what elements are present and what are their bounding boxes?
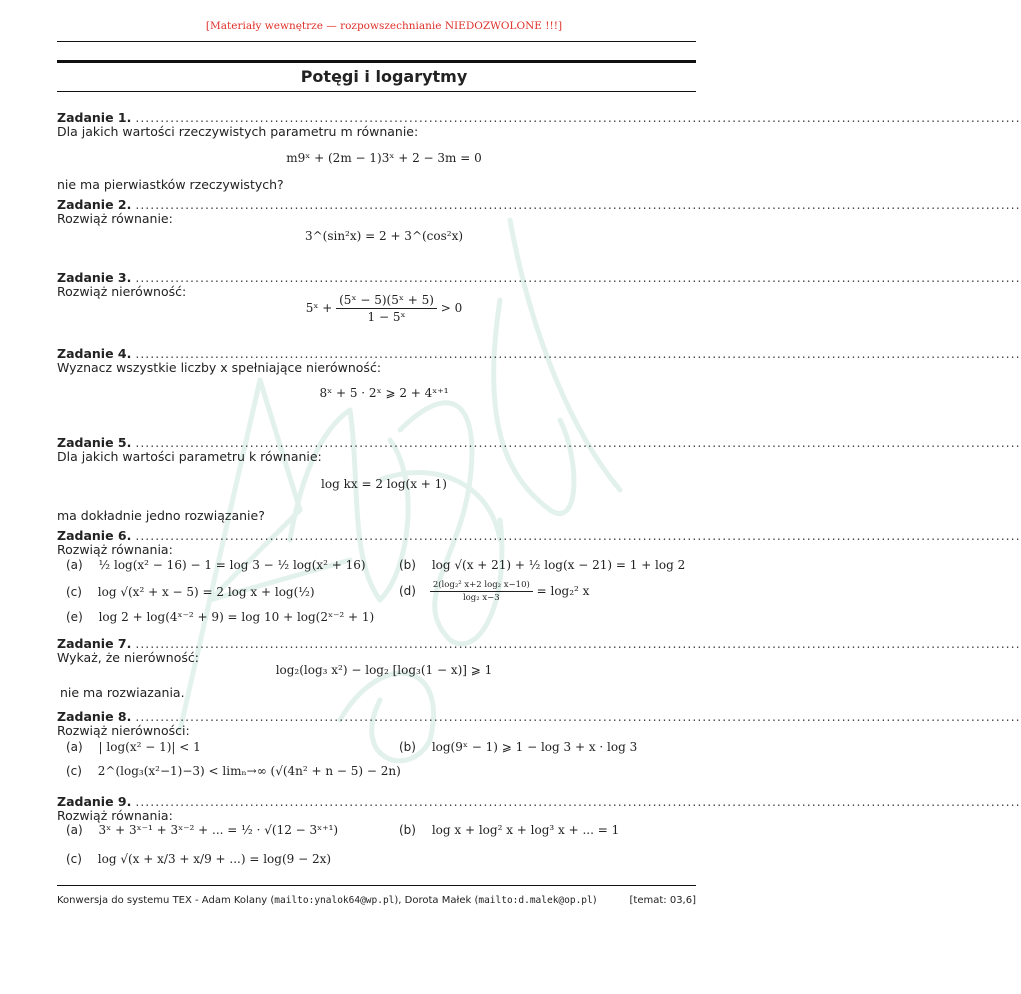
item-tag: (b) xyxy=(399,558,416,572)
title-rule-bottom xyxy=(57,91,696,92)
denominator: log₂ x−3 xyxy=(462,593,500,603)
item-expr: 3ˣ + 3ˣ⁻¹ + 3ˣ⁻² + ... = ½ · √(12 − 3ˣ⁺¹) xyxy=(98,823,339,837)
task-5-header xyxy=(57,435,1021,450)
item-tag: (a) xyxy=(66,823,83,837)
task-7-after: nie ma rozwiazania. xyxy=(60,685,185,700)
task-2-formula: 3^(sin²x) = 2 + 3^(cos²x) xyxy=(304,229,464,243)
task-label: Zadanie 7. xyxy=(57,636,132,651)
task-6-item-e xyxy=(66,610,374,624)
fraction xyxy=(430,580,533,603)
task-8-header xyxy=(57,709,1021,724)
footer-tail: ) xyxy=(592,895,597,906)
item-expr: log √(x² + x − 5) = 2 log x + log(½) xyxy=(97,585,315,599)
task-1-after: nie ma pierwiastków rzeczywistych? xyxy=(57,177,284,192)
formula-right: > 0 xyxy=(440,301,463,315)
task-9-text: Rozwiąż równania: xyxy=(57,808,173,823)
top-rule xyxy=(57,41,696,42)
fraction xyxy=(336,293,437,324)
item-tag: (b) xyxy=(399,823,416,837)
footer-mid: ), Dorota Małek ( xyxy=(394,895,479,906)
item-expr: log √(x + 21) + ½ log(x − 21) = 1 + log 2 xyxy=(431,558,686,572)
item-expr: log 2 + log(4ˣ⁻² + 9) = log 10 + log(2ˣ⁻² + 1) xyxy=(98,610,375,624)
item-tag: (b) xyxy=(399,740,416,754)
task-3-header xyxy=(57,270,1021,285)
task-1-header xyxy=(57,110,1021,125)
task-8-item-b xyxy=(399,740,637,754)
topic-tag: [temat: 03,6] xyxy=(629,895,696,906)
item-expr: ½ log(x² − 16) − 1 = log 3 − ½ log(x² + 16) xyxy=(98,558,366,572)
email-link-2[interactable]: mailto:d.malek@op.pl xyxy=(478,895,593,906)
task-9-item-a xyxy=(66,823,338,837)
title-rule-top xyxy=(57,60,696,63)
item-expr: | log(x² − 1)| < 1 xyxy=(98,740,201,754)
dot-leader: .................................................................................................................................................................................. xyxy=(135,528,1021,543)
task-8-item-c xyxy=(66,764,401,778)
task-8-item-a xyxy=(66,740,201,754)
task-3-formula xyxy=(0,293,768,324)
task-label: Zadanie 5. xyxy=(57,435,132,450)
numerator: 2(log₂² x+2 log₂ x−10) xyxy=(430,580,533,592)
task-2-header xyxy=(57,197,1021,212)
task-5-after: ma dokładnie jedno rozwiązanie? xyxy=(57,508,265,523)
task-label: Zadanie 3. xyxy=(57,270,132,285)
page-title: Potęgi i logarytmy xyxy=(300,67,468,86)
dot-leader: .................................................................................................................................................................................. xyxy=(135,435,1021,450)
item-expr: log x + log² x + log³ x + ... = 1 xyxy=(431,823,620,837)
numerator: (5ˣ − 5)(5ˣ + 5) xyxy=(336,293,437,309)
footer-lead: Konwersja do systemu TEX - Adam Kolany ( xyxy=(57,895,275,906)
task-label: Zadanie 9. xyxy=(57,794,132,809)
task-5-formula: log kx = 2 log(x + 1) xyxy=(321,477,447,491)
task-9-item-c xyxy=(66,852,331,866)
task-6-header xyxy=(57,528,1021,543)
task-4-text: Wyznacz wszystkie liczby x spełniające nierówność: xyxy=(57,360,382,375)
task-6-item-c xyxy=(66,585,315,599)
dot-leader: .................................................................................................................................................................................. xyxy=(135,636,1021,651)
task-7-header xyxy=(57,636,1021,651)
confidential-banner: [Materiały wewnętrze — rozpowszechnianie NIEDOZWOLONE !!!] xyxy=(205,20,563,32)
task-4-header xyxy=(57,346,1021,361)
email-link-1[interactable]: mailto:ynalok64@wp.pl xyxy=(274,895,395,906)
dot-leader: .................................................................................................................................................................................. xyxy=(135,197,1021,212)
item-tag: (c) xyxy=(66,852,82,866)
task-4-formula: 8ˣ + 5 · 2ˣ ⩾ 2 + 4ˣ⁺¹ xyxy=(319,386,449,400)
task-9-item-b xyxy=(399,823,619,837)
task-7-text: Wykaż, że nierówność: xyxy=(57,650,199,665)
task-6-item-b xyxy=(399,558,685,572)
task-2-text: Rozwiąż równanie: xyxy=(57,211,173,226)
dot-leader: .................................................................................................................................................................................. xyxy=(135,709,1021,724)
task-1-formula: m9ˣ + (2m − 1)3ˣ + 2 − 3m = 0 xyxy=(286,151,482,165)
item-tag: (a) xyxy=(66,558,83,572)
item-tag: (d) xyxy=(399,584,416,598)
task-label: Zadanie 1. xyxy=(57,110,132,125)
item-tag: (c) xyxy=(66,764,82,778)
task-7-formula: log₂(log₃ x²) − log₂ [log₃(1 − x)] ⩾ 1 xyxy=(275,663,493,677)
task-5-text: Dla jakich wartości parametru k równanie: xyxy=(57,449,322,464)
formula-left: 5ˣ + xyxy=(305,301,333,315)
task-3-text: Rozwiąż nierówność: xyxy=(57,284,187,299)
item-rhs: = log₂² x xyxy=(536,584,590,598)
item-expr: log(9ˣ − 1) ⩾ 1 − log 3 + x · log 3 xyxy=(431,740,638,754)
task-label: Zadanie 8. xyxy=(57,709,132,724)
item-tag: (c) xyxy=(66,585,82,599)
task-label: Zadanie 4. xyxy=(57,346,132,361)
dot-leader: .................................................................................................................................................................................. xyxy=(135,346,1021,361)
item-expr: log √(x + x/3 + x/9 + ...) = log(9 − 2x) xyxy=(97,852,332,866)
task-6-item-d xyxy=(399,580,589,603)
task-label: Zadanie 6. xyxy=(57,528,132,543)
item-tag: (e) xyxy=(66,610,83,624)
dot-leader: .................................................................................................................................................................................. xyxy=(135,270,1021,285)
footer-rule xyxy=(57,885,696,886)
task-label: Zadanie 2. xyxy=(57,197,132,212)
dot-leader: .................................................................................................................................................................................. xyxy=(135,794,1021,809)
item-tag: (a) xyxy=(66,740,83,754)
task-6-text: Rozwiąż równania: xyxy=(57,542,173,557)
task-1-text: Dla jakich wartości rzeczywistych parametru m równanie: xyxy=(57,124,419,139)
task-6-item-a xyxy=(66,558,366,572)
footer-credits xyxy=(57,895,597,906)
task-8-text: Rozwiąż nierówności: xyxy=(57,723,190,738)
item-expr: 2^(log₃(x²−1)−3) < limₙ→∞ (√(4n² + n − 5) − 2n) xyxy=(97,764,401,778)
denominator: 1 − 5ˣ xyxy=(367,310,406,324)
dot-leader: .................................................................................................................................................................................. xyxy=(135,110,1021,125)
task-9-header xyxy=(57,794,1021,809)
